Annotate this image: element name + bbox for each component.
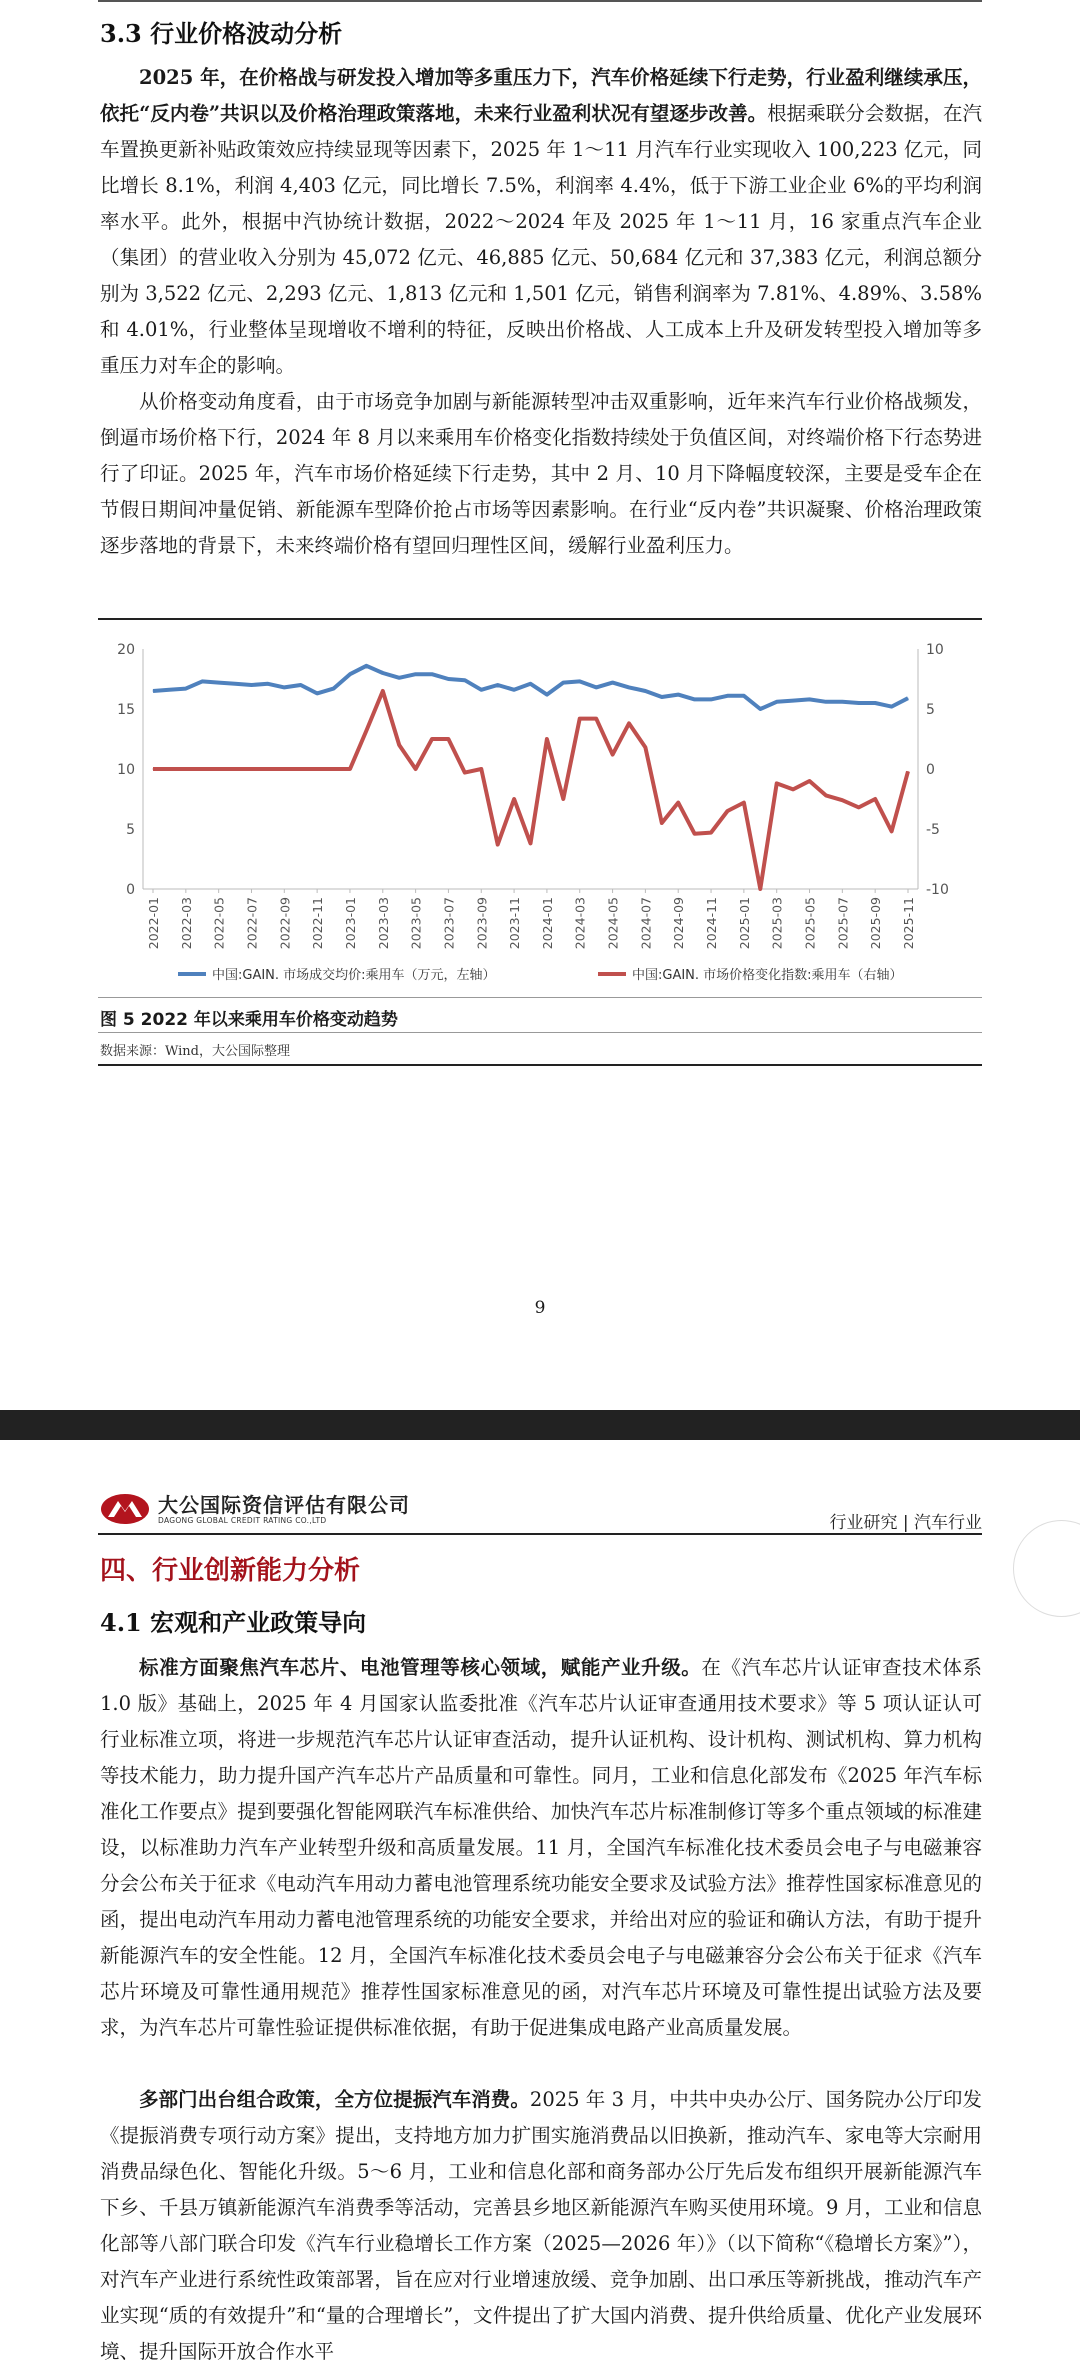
price-index-point: [694, 833, 695, 834]
price-index-point: [399, 745, 400, 746]
data-source: 数据来源：Wind，大公国际整理: [100, 1044, 290, 1059]
avg-price-point: [776, 701, 777, 702]
header-rule: [98, 1533, 982, 1535]
y-left-tick-label: 5: [126, 822, 135, 838]
price-index-point: [382, 691, 383, 692]
chart-svg: [98, 625, 982, 995]
x-tick-label: 2025-01: [736, 897, 752, 950]
x-tick-label: 2025-09: [868, 897, 884, 950]
price-index-point: [481, 769, 482, 770]
x-tick-label: 2024-11: [704, 897, 720, 950]
price-index-point: [875, 799, 876, 800]
price-index-point: [678, 802, 679, 803]
avg-price-point: [432, 674, 433, 675]
price-index-point: [891, 831, 892, 832]
avg-price-point: [596, 687, 597, 688]
legend-label-avg-price: 中国:GAIN. 市场成交均价:乘用车（万元，左轴）: [212, 968, 496, 983]
x-tick-label: 2025-05: [802, 897, 818, 950]
page-number: 9: [534, 1298, 546, 1318]
x-tick-label: 2022-03: [178, 897, 194, 950]
paragraph-consumption: [100, 2082, 982, 2370]
figure-caption: 图 5 2022 年以来乘用车价格变动趋势: [100, 1010, 398, 1030]
price-index-point: [908, 771, 909, 772]
company-name-en: DAGONG GLOBAL CREDIT RATING CO.,LTD: [158, 1515, 327, 1525]
price-index-point: [317, 769, 318, 770]
y-left-tick-label: 0: [126, 882, 135, 898]
price-index-point: [579, 718, 580, 719]
price-index-point: [235, 769, 236, 770]
x-tick-label: 2023-03: [375, 897, 391, 950]
price-index-point: [333, 769, 334, 770]
avg-price-point: [809, 699, 810, 700]
paragraph-body: 在《汽车芯片认证审查技术体系 1.0 版》基础上，2025 年 4 月国家认监委批准《汽车芯片认证审查通用技术要求》等 5 项认证认可行业标准立项，将进一步规范汽车芯片认证审查活动，提升认证机构、设计机构、测试机构、算力机构等技术能力，助力提升国产汽车芯片产品质量和可靠性。同月，工业和信息化部发布《2025 年汽车标准化工作要点》提到要强化智能网联汽车标准供给、加快汽车芯片标准制修订等多个重点领域的标准建设，以标准助力汽车产业转型升级和高质量发展。11 月，全国汽车标准化技术委员会电子与电磁兼容分会公布关于征求《电动汽车用动力蓄电池管理系统功能安全要求及试验方法》推荐性国家标准意见的函，提出电动汽车用动力蓄电池管理系统的功能安全要求，并给出对应的验证和确认方法，有助于提升新能源汽车的安全性能。12 月，全国汽车标准化技术委员会电子与电磁兼容分会公布关于征求《汽车芯片环境及可靠性通用规范》推荐性国家标准意见的函，对汽车芯片环境及可靠性提出试验方法及要求，为汽车芯片可靠性验证提供标准依据，有助于促进集成电路产业高质量发展。: [100, 1656, 982, 2039]
avg-price-point: [497, 685, 498, 686]
avg-price-point: [842, 701, 843, 702]
price-index-point: [202, 769, 203, 770]
price-index-point: [153, 769, 154, 770]
price-index-point: [530, 843, 531, 844]
avg-price-point: [333, 688, 334, 689]
price-index-point: [842, 800, 843, 801]
price-index-point: [760, 889, 761, 890]
section-title-4-1: 4.1 宏观和产业政策导向: [100, 1608, 367, 1637]
paragraph-lead: 多部门出台组合政策，全方位提振汽车消费。: [139, 2088, 530, 2111]
x-tick-label: 2022-01: [146, 897, 161, 950]
caption-bottom-rule: [98, 1032, 982, 1033]
avg-price-point: [612, 682, 613, 683]
avg-price-point: [743, 695, 744, 696]
figure-bottom-rule: [98, 1064, 982, 1066]
series-line-avg-price: [153, 666, 908, 709]
avg-price-point: [481, 689, 482, 690]
top-rule: [98, 0, 982, 2]
y-right-tick-label: 0: [926, 762, 935, 778]
avg-price-point: [349, 674, 350, 675]
price-index-point: [612, 754, 613, 755]
avg-price-point: [711, 699, 712, 700]
avg-price-point: [793, 700, 794, 701]
price-index-point: [743, 802, 744, 803]
price-index-point: [300, 769, 301, 770]
avg-price-point: [694, 699, 695, 700]
y-left-tick-label: 20: [117, 642, 135, 658]
y-left-tick-label: 10: [117, 762, 135, 778]
x-tick-label: 2024-03: [572, 897, 588, 950]
price-index-point: [349, 769, 350, 770]
x-tick-label: 2022-11: [310, 897, 326, 950]
x-tick-label: 2024-07: [638, 897, 654, 950]
y-right-tick-label: 5: [926, 702, 935, 718]
price-index-point: [825, 795, 826, 796]
price-index-point: [645, 747, 646, 748]
price-index-point: [448, 739, 449, 740]
avg-price-point: [382, 673, 383, 674]
price-index-point: [415, 769, 416, 770]
x-tick-label: 2023-01: [342, 897, 358, 950]
avg-price-point: [628, 687, 629, 688]
report-page-10: [0, 1440, 1080, 2373]
paragraph-standards: [100, 1650, 982, 2046]
paragraph-body: 根据乘联分会数据，在汽车置换更新补贴政策效应持续显现等因素下，2025 年 1～11 月汽车行业实现收入 100,223 亿元，同比增长 8.1%，利润 4,403 亿元，同比增长 7.5%，利润率 4.4%，低于下游工业企业 6%的平均利润率水平。此外，根据中汽协统计数据，2022～2024 年及 2025 年 1～11 月，16 家重点汽车企业（集团）的营业收入分别为 45,072 亿元、46,885 亿元、50,684 亿元和 37,383 亿元，利润总额分别为 3,522 亿元、2,293 亿元、1,813 亿元和 1,501 亿元，销售利润率为 7.81%、4.89%、3.58%和 4.01%，行业整体呈现增收不增利的特征，反映出价格战、人工成本上升及研发转型投入增加等多重压力对车企的影响。: [100, 102, 982, 377]
x-tick-label: 2022-05: [211, 897, 227, 950]
price-index-point: [185, 769, 186, 770]
x-tick-label: 2024-09: [671, 897, 687, 950]
avg-price-point: [530, 683, 531, 684]
company-name-cn: 大公国际资信评估有限公司: [158, 1492, 410, 1517]
avg-price-point: [218, 682, 219, 683]
series-line-price-index: [153, 691, 908, 889]
avg-price-point: [185, 688, 186, 689]
price-index-point: [267, 769, 268, 770]
dagong-logo-icon: [100, 1493, 150, 1525]
price-index-point: [793, 789, 794, 790]
avg-price-point: [399, 677, 400, 678]
avg-price-point: [579, 681, 580, 682]
avg-price-point: [251, 685, 252, 686]
avg-price-point: [202, 681, 203, 682]
price-index-point: [464, 772, 465, 773]
avg-price-point: [235, 683, 236, 684]
logo-text: [158, 1494, 410, 1525]
avg-price-point: [448, 679, 449, 680]
avg-price-point: [284, 687, 285, 688]
x-tick-label: 2023-11: [507, 897, 523, 950]
header-category: 行业研究 | 汽车行业: [829, 1513, 982, 1533]
price-index-point: [711, 832, 712, 833]
avg-price-point: [415, 674, 416, 675]
price-index-point: [596, 718, 597, 719]
x-tick-label: 2023-07: [441, 897, 457, 950]
y-right-tick-label: 10: [926, 642, 944, 658]
avg-price-point: [760, 709, 761, 710]
price-index-point: [169, 769, 170, 770]
figure-top-rule: [98, 618, 982, 620]
paragraph-profit: [100, 60, 982, 384]
price-index-point: [366, 730, 367, 731]
x-tick-label: 2024-05: [605, 897, 621, 950]
price-index-point: [776, 783, 777, 784]
avg-price-point: [267, 683, 268, 684]
price-index-point: [251, 769, 252, 770]
avg-price-point: [366, 665, 367, 666]
section-title-3-3: 3.3 行业价格波动分析: [100, 19, 343, 48]
price-index-point: [858, 807, 859, 808]
avg-price-point: [563, 682, 564, 683]
price-index-point: [218, 769, 219, 770]
x-tick-label: 2025-07: [835, 897, 851, 950]
avg-price-point: [891, 706, 892, 707]
avg-price-point: [546, 694, 547, 695]
paragraph-body: 2025 年 3 月，中共中央办公厅、国务院办公厅印发《提振消费专项行动方案》提出，支持地方加力扩围实施消费品以旧换新，推动汽车、家电等大宗耐用消费品绿色化、智能化升级。5～6 月，工业和信息化部和商务部办公厅先后发布组织开展新能源汽车下乡、千县万镇新能源汽车消费季等活动，完善县乡地区新能源汽车购买使用环境。9 月，工业和信息化部等八部门联合印发《汽车行业稳增长工作方案（2025—2026 年）》（以下简称“《稳增长方案》”），对汽车产业进行系统性政策部署，旨在应对行业增速放缓、竞争加剧、出口承压等新挑战，推动汽车产业实现“质的有效提升”和“量的合理增长”，文件提出了扩大国内消费、提升供给质量、优化产业发展环境、提升国际开放合作水平: [100, 2088, 982, 2363]
caption-rule: [98, 997, 982, 998]
avg-price-point: [908, 698, 909, 699]
edge-circle-decoration: [1013, 1520, 1080, 1617]
price-index-point: [727, 811, 728, 812]
price-index-point: [628, 723, 629, 724]
x-tick-label: 2022-07: [244, 897, 260, 950]
x-tick-label: 2025-03: [769, 897, 785, 950]
avg-price-point: [300, 685, 301, 686]
x-tick-label: 2023-09: [474, 897, 490, 950]
avg-price-point: [317, 693, 318, 694]
x-tick-label: 2025-11: [901, 897, 916, 950]
price-index-point: [809, 781, 810, 782]
price-index-point: [563, 799, 564, 800]
chapter-title: 四、行业创新能力分析: [100, 1556, 361, 1586]
avg-price-point: [645, 691, 646, 692]
y-left-tick-label: 15: [117, 702, 135, 718]
avg-price-point: [169, 689, 170, 690]
avg-price-point: [858, 703, 859, 704]
price-index-point: [514, 799, 515, 800]
paragraph-price-trend: 从价格变动角度看，由于市场竞争加剧与新能源转型冲击双重影响，近年来汽车行业价格战频发，倒逼市场价格下行，2024 年 8 月以来乘用车价格变化指数持续处于负值区间，对终端价格下行态势进行了印证。2025 年，汽车市场价格延续下行走势，其中 2 月、10 月下降幅度较深，主要是受车企在节假日期间冲量促销、新能源车型降价抢占市场等因素影响。在行业“反内卷”共识凝聚、价格治理政策逐步落地的背景下，未来终端价格有望回归理性区间，缓解行业盈利压力。: [100, 390, 982, 557]
avg-price-point: [153, 691, 154, 692]
y-right-tick-label: -5: [926, 822, 940, 838]
price-index-point: [432, 739, 433, 740]
avg-price-point: [825, 701, 826, 702]
avg-price-point: [875, 703, 876, 704]
avg-price-point: [661, 697, 662, 698]
page-gap: [0, 1410, 1080, 1440]
x-tick-label: 2022-09: [277, 897, 293, 950]
price-index-point: [284, 769, 285, 770]
price-index-point: [497, 844, 498, 845]
company-logo: [100, 1493, 410, 1525]
price-index-point: [661, 823, 662, 824]
avg-price-point: [514, 689, 515, 690]
legend-label-price-index: 中国:GAIN. 市场价格变化指数:乘用车（右轴）: [632, 968, 903, 983]
x-tick-label: 2023-05: [408, 897, 424, 950]
paragraph-lead: 2025 年，在价格战与研发投入增加等多重压力下，汽车价格延续下行走势，行业盈利继续承压，依托“反内卷”共识以及价格治理政策落地，未来行业盈利状况有望逐步改善。: [100, 66, 982, 125]
paragraph-lead: 标准方面聚焦汽车芯片、电池管理等核心领域，赋能产业升级。: [139, 1656, 702, 1679]
y-right-tick-label: -10: [926, 882, 949, 898]
x-tick-label: 2024-01: [539, 897, 555, 950]
avg-price-point: [727, 695, 728, 696]
price-index-point: [546, 739, 547, 740]
avg-price-point: [464, 680, 465, 681]
avg-price-point: [678, 694, 679, 695]
price-chart: [98, 625, 982, 995]
